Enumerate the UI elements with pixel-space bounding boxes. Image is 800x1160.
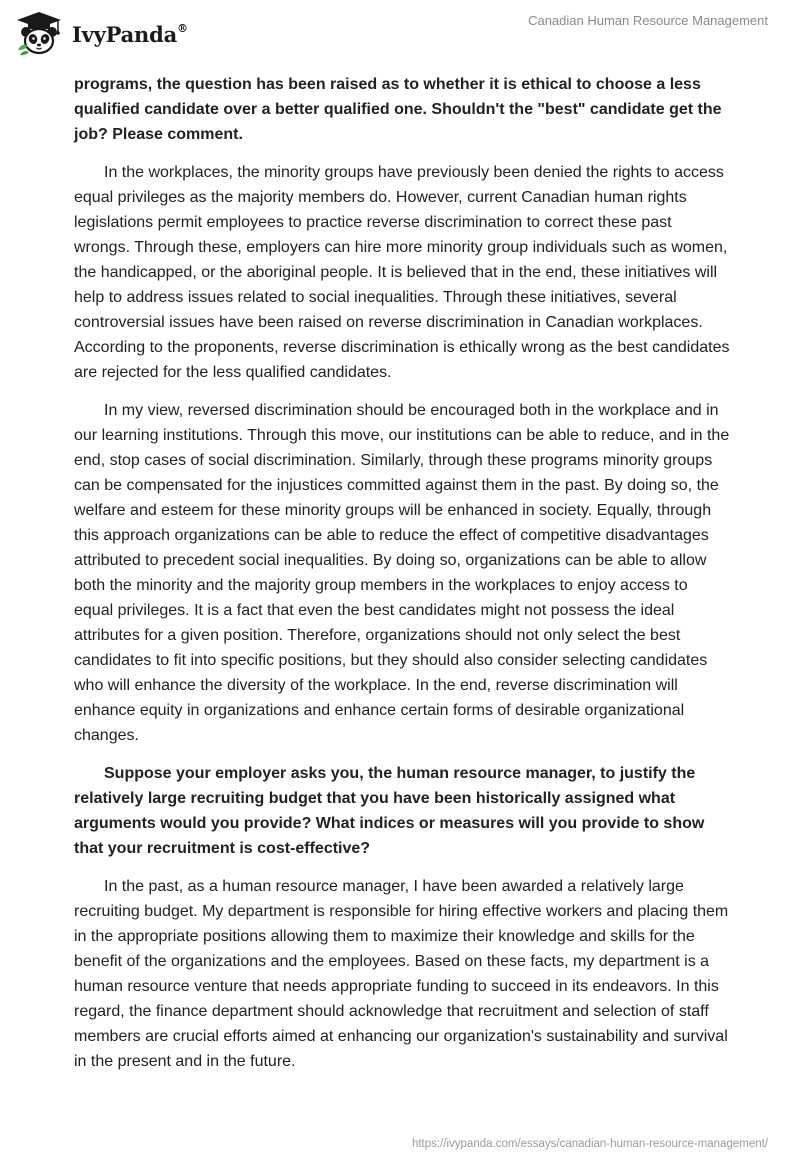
question-paragraph: programs, the question has been raised as to whether it is ethical to choose a less qualified candidate over a better qualified one. Shouldn't the "best" candidate get the job? Please comment.	[74, 76, 722, 143]
page-header	[0, 0, 800, 70]
question-paragraph: Suppose your employer asks you, the human resource manager, to justify the relatively large recruiting budget that you have been historically assigned what arguments would you provide? What indices or measures will you provide to show that your recruitment is cost-effective?	[74, 765, 705, 857]
answer-paragraph: In the past, as a human resource manager, I have been awarded a relatively large recruiting budget. My department is responsible for hiring effective workers and placing them in the appropriate positions allowing them to maximize their knowledge and skills for the benefit of the organizations and the employees. Based on these facts, my department is a human resource venture that needs appropriate funding to succeed in its endeavors. In this regard, the finance department should acknowledge that recruitment and selection of staff members are crucial efforts aimed at enhancing our organization's sustainability and survival in the present and in the future.	[74, 878, 729, 1070]
essay-body	[74, 72, 730, 1087]
registered-mark: ®	[177, 21, 188, 35]
document-title: Canadian Human Resource Management	[528, 13, 768, 28]
source-url[interactable]: https://ivypanda.com/essays/canadian-human-resource-management/	[411, 1138, 768, 1150]
brand-name: IvyPanda®	[72, 21, 188, 47]
panda-graduate-icon	[14, 10, 64, 56]
ivypanda-logo[interactable]	[14, 10, 188, 56]
answer-paragraph: In the workplaces, the minority groups have previously been denied the rights to access equal privileges as the majority members do. However, current Canadian human rights legislations permit employees to practice reverse discrimination to correct these past wrongs. Through these, employers can hire more minority group individuals such as women, the handicapped, or the aboriginal people. It is believed that in the end, these initiatives will help to address issues related to social inequalities. Through these initiatives, several controversial issues have been raised on reverse discrimination in Canadian workplaces. According to the proponents, reverse discrimination is ethically wrong as the best candidates are rejected for the less qualified candidates.	[74, 164, 730, 381]
answer-paragraph: In my view, reversed discrimination should be encouraged both in the workplace and in our learning institutions. Through this move, our institutions can be able to reduce, and in the end, stop cases of social discrimination. Similarly, through these programs minority groups can be compensated for the injustices committed against them in the past. By doing so, the welfare and esteem for these minority groups will be enhanced in society. Equally, through this approach organizations can be able to reduce the effect of competitive disadvantages attributed to precedent social inequalities. By doing so, organizations can be able to allow both the minority and the majority group members in the workplaces to enjoy access to equal privileges. It is a fact that even the best candidates might not possess the ideal attributes for a given position. Therefore, organizations should not only select the best candidates to fit into specific positions, but they should also consider selecting candidates who will enhance the diversity of the workplace. In the end, reverse discrimination will enhance equity in organizations and enhance certain forms of desirable organizational changes.	[74, 402, 730, 744]
